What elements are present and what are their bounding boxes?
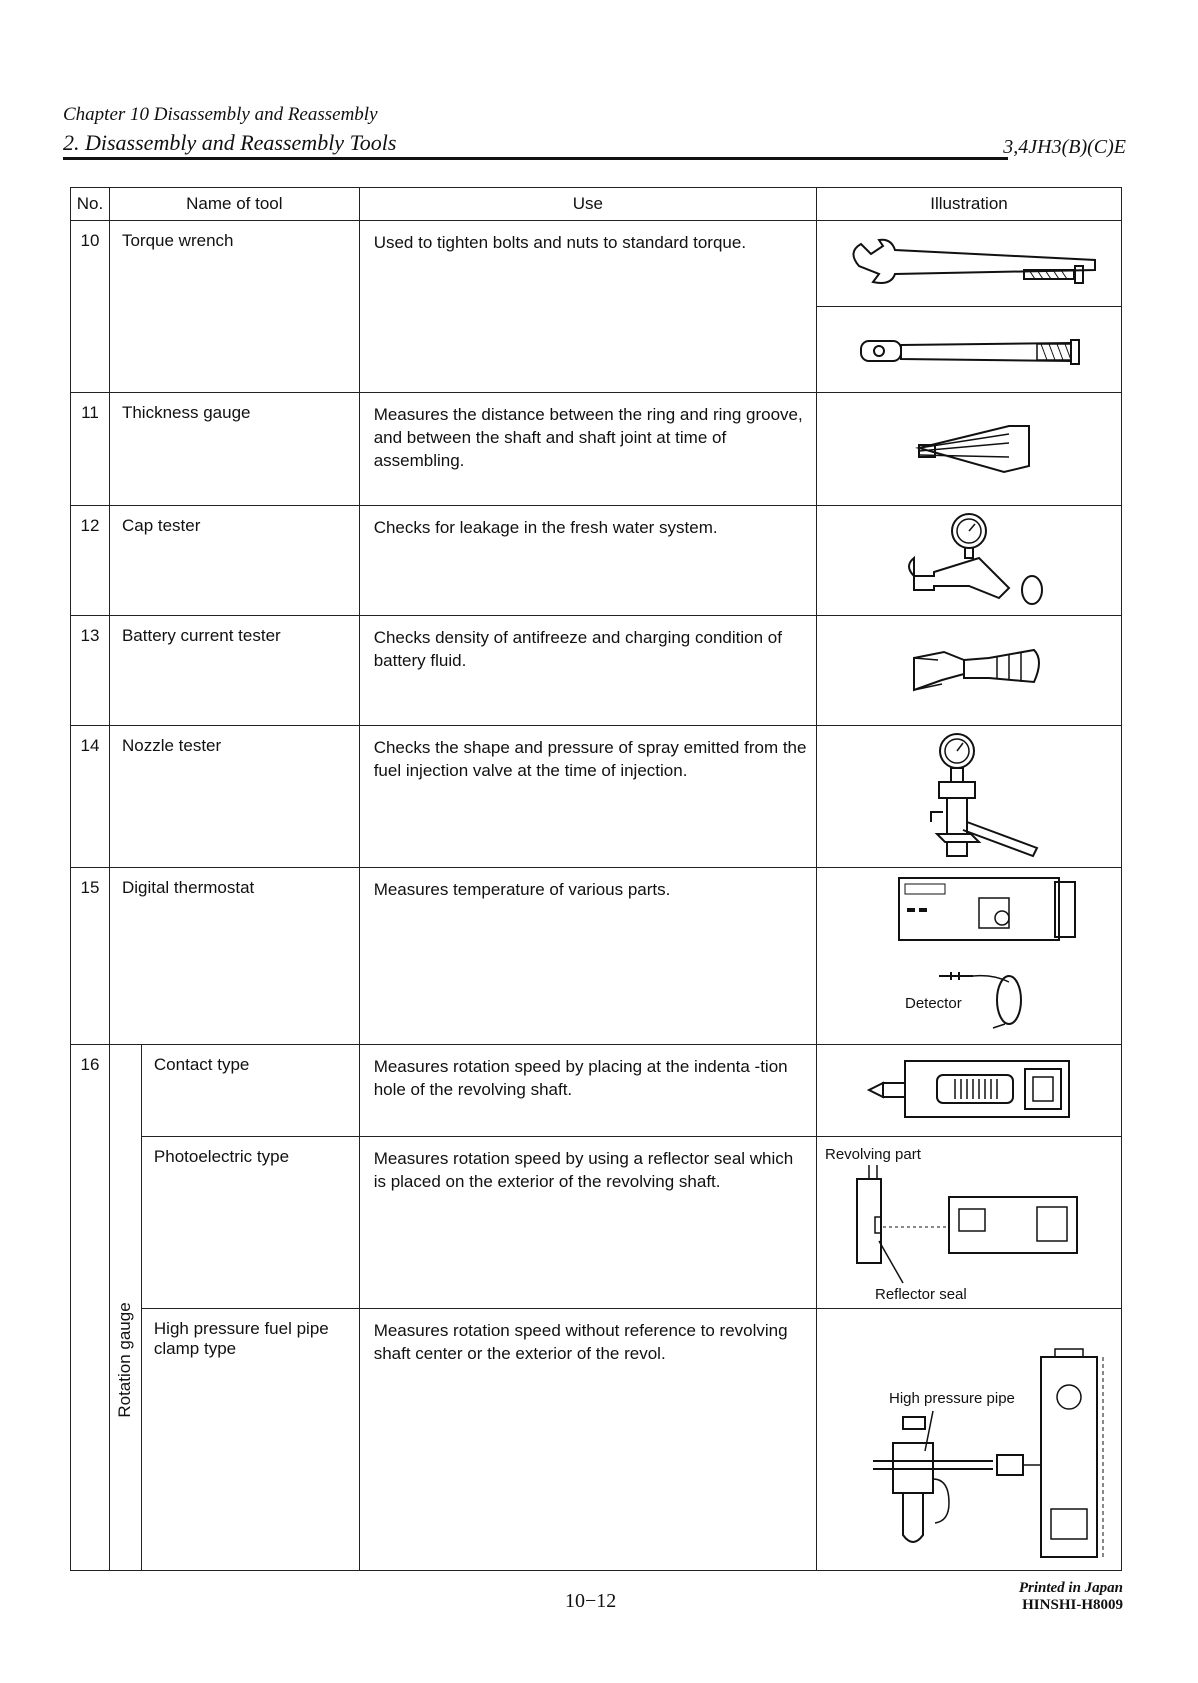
rotation-gauge-group (109, 1045, 141, 1571)
tools-table (70, 187, 1122, 1571)
clamp-tachometer-illustration (819, 1309, 1119, 1569)
illustration-cell (816, 1045, 1121, 1137)
table-row (71, 1045, 1122, 1137)
row-use: Used to tighten bolts and nuts to standard torque. (359, 221, 816, 393)
row-no: 11 (71, 393, 110, 506)
row-use: Measures rotation speed by placing at the indenta -tion hole of the revolving shaft. (359, 1045, 816, 1137)
table-row (71, 868, 1122, 1045)
col-name-header: Name of tool (109, 188, 359, 221)
digital-thermostat-illustration (819, 868, 1119, 1043)
contact-tachometer-illustration (819, 1045, 1119, 1135)
illustration-cell (816, 616, 1121, 726)
row-name: Digital thermostat (109, 868, 359, 1045)
illustration-cell (816, 868, 1121, 1045)
row-no: 12 (71, 506, 110, 616)
table-header-row (71, 188, 1122, 221)
row-no: 14 (71, 726, 110, 868)
row-use: Measures the distance between the ring and ring groove, and between the shaft and shaft joint at time of assembling. (359, 393, 816, 506)
thickness-gauge-illustration (819, 393, 1119, 503)
printed-in-label: Printed in Japan (1018, 1580, 1123, 1596)
header-rule (63, 157, 1008, 160)
row-use: Checks density of antifreeze and charging condition of battery fluid. (359, 616, 816, 726)
col-illustration-header: Illustration (816, 188, 1121, 221)
table-row (71, 1137, 1122, 1309)
table-row (71, 506, 1122, 616)
row-name: Photoelectric type (141, 1137, 359, 1309)
table-row (71, 221, 1122, 307)
row-name: Battery current tester (109, 616, 359, 726)
col-use-header: Use (359, 188, 816, 221)
document-code: HINSHI-H8009 (1022, 1597, 1123, 1613)
chapter-title: Chapter 10 Disassembly and Reassembly (63, 104, 378, 125)
model-code: 3,4JH3(B)(C)E (1003, 136, 1126, 158)
table-row (71, 1309, 1122, 1571)
row-name: Cap tester (109, 506, 359, 616)
col-no-header: No. (71, 188, 110, 221)
row-name: High pressure fuel pipe clamp type (141, 1309, 359, 1571)
illustration-cell (816, 1309, 1121, 1571)
row-name: Nozzle tester (109, 726, 359, 868)
cap-tester-illustration (819, 506, 1119, 614)
page-number: 10−12 (565, 1590, 617, 1612)
row-use: Checks the shape and pressure of spray emitted from the fuel injection valve at the time of injection. (359, 726, 816, 868)
high-pressure-pipe-label: High pressure pipe (888, 1390, 1015, 1407)
row-no: 13 (71, 616, 110, 726)
illustration-cell (816, 1137, 1121, 1309)
table-row (71, 726, 1122, 868)
section-title: 2. Disassembly and Reassembly Tools (63, 130, 397, 155)
table-row (71, 393, 1122, 506)
row-use: Checks for leakage in the fresh water system. (359, 506, 816, 616)
table-row (71, 616, 1122, 726)
photoelectric-tachometer-illustration (819, 1137, 1119, 1307)
revolving-part-label: Revolving part (824, 1146, 921, 1163)
illustration-cell (816, 726, 1121, 868)
rotation-gauge-label: Rotation gauge (115, 1302, 135, 1418)
nozzle-tester-illustration (819, 726, 1119, 866)
illustration-cell (816, 307, 1121, 393)
torque-wrench-illustration (819, 221, 1119, 305)
row-name: Torque wrench (109, 221, 359, 393)
illustration-cell (816, 506, 1121, 616)
row-name: Thickness gauge (109, 393, 359, 506)
row-use: Measures rotation speed without reference to revolving shaft center or the exterior of the revol. (359, 1309, 816, 1571)
reflector-seal-label: Reflector seal (874, 1286, 967, 1303)
print-info (1019, 1580, 1123, 1614)
row-no: 16 (71, 1045, 110, 1571)
row-use: Measures rotation speed by using a reflector seal which is placed on the exterior of the revolving shaft. (359, 1137, 816, 1309)
illustration-cell (816, 393, 1121, 506)
row-name: Contact type (141, 1045, 359, 1137)
row-no: 10 (71, 221, 110, 393)
row-use: Measures temperature of various parts. (359, 868, 816, 1045)
row-no: 15 (71, 868, 110, 1045)
battery-current-tester-illustration (819, 616, 1119, 724)
detector-label: Detector (904, 995, 962, 1012)
illustration-cell (816, 221, 1121, 307)
ratchet-torque-wrench-illustration (819, 307, 1119, 391)
